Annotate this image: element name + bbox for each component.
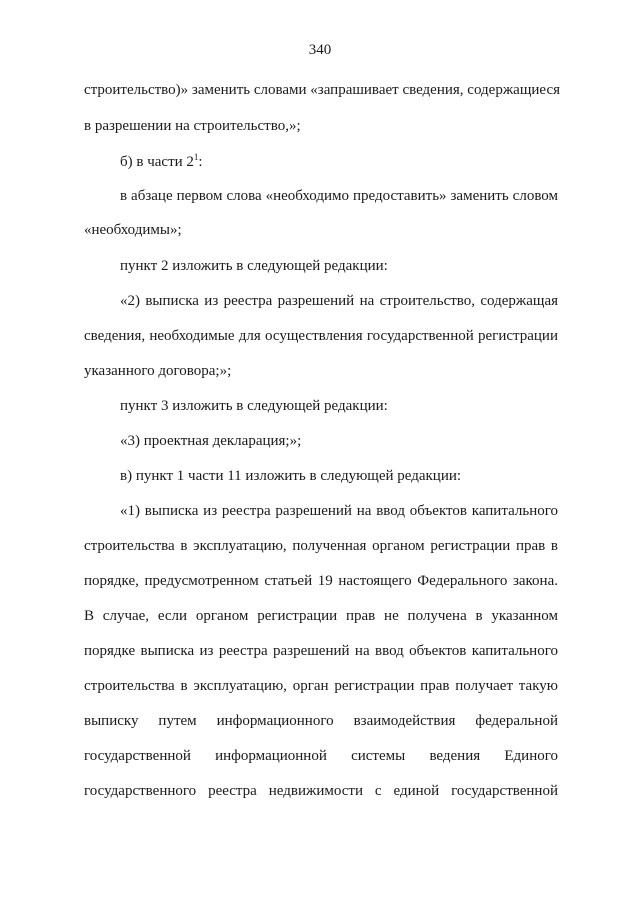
text-line: порядке, предусмотренном статьей 19 настоящего Федерального закона. (84, 573, 558, 589)
superscript: 1 (193, 152, 199, 162)
page-number: 340 (308, 42, 332, 58)
text-line: строительства в эксплуатацию, полученная органом регистрации прав в (84, 538, 558, 554)
text-line: в) пункт 1 части 11 изложить в следующей редакции: (120, 468, 462, 484)
text-fragment: б) в части 2 (120, 154, 194, 170)
text-line: строительства в эксплуатацию, орган регистрации прав получает такую (84, 678, 558, 694)
text-line: государственной информационной системы ведения Единого (84, 748, 558, 764)
text-line: порядке выписка из реестра разрешений на ввод объектов капитального (84, 643, 558, 659)
text-line: «2) выписка из реестра разрешений на строительство, содержащая (120, 293, 558, 309)
text-line: сведения, необходимые для осуществления государственной регистрации (84, 328, 558, 344)
text-line: пункт 2 изложить в следующей редакции: (120, 258, 388, 274)
text-line: «1) выписка из реестра разрешений на ввод объектов капитального (120, 503, 558, 519)
text-line: В случае, если органом регистрации прав не получена в указанном (84, 608, 558, 624)
text-fragment: : (198, 154, 203, 170)
text-line: государственного реестра недвижимости с единой государственной (84, 783, 558, 799)
text-line: строительство)» заменить словами «запрашивает сведения, содержащиеся (84, 82, 561, 98)
text-line: указанного договора;»; (84, 363, 232, 379)
text-line (120, 152, 558, 172)
text-line: «3) проектная декларация;»; (120, 433, 302, 449)
text-line: пункт 3 изложить в следующей редакции: (120, 398, 388, 414)
text-line: в разрешении на строительство,»; (84, 118, 301, 134)
text-line: в абзаце первом слова «необходимо предоставить» заменить словом (120, 188, 558, 204)
text-line: «необходимы»; (84, 222, 182, 238)
text-line: выписку путем информационного взаимодействия федеральной (84, 713, 558, 729)
